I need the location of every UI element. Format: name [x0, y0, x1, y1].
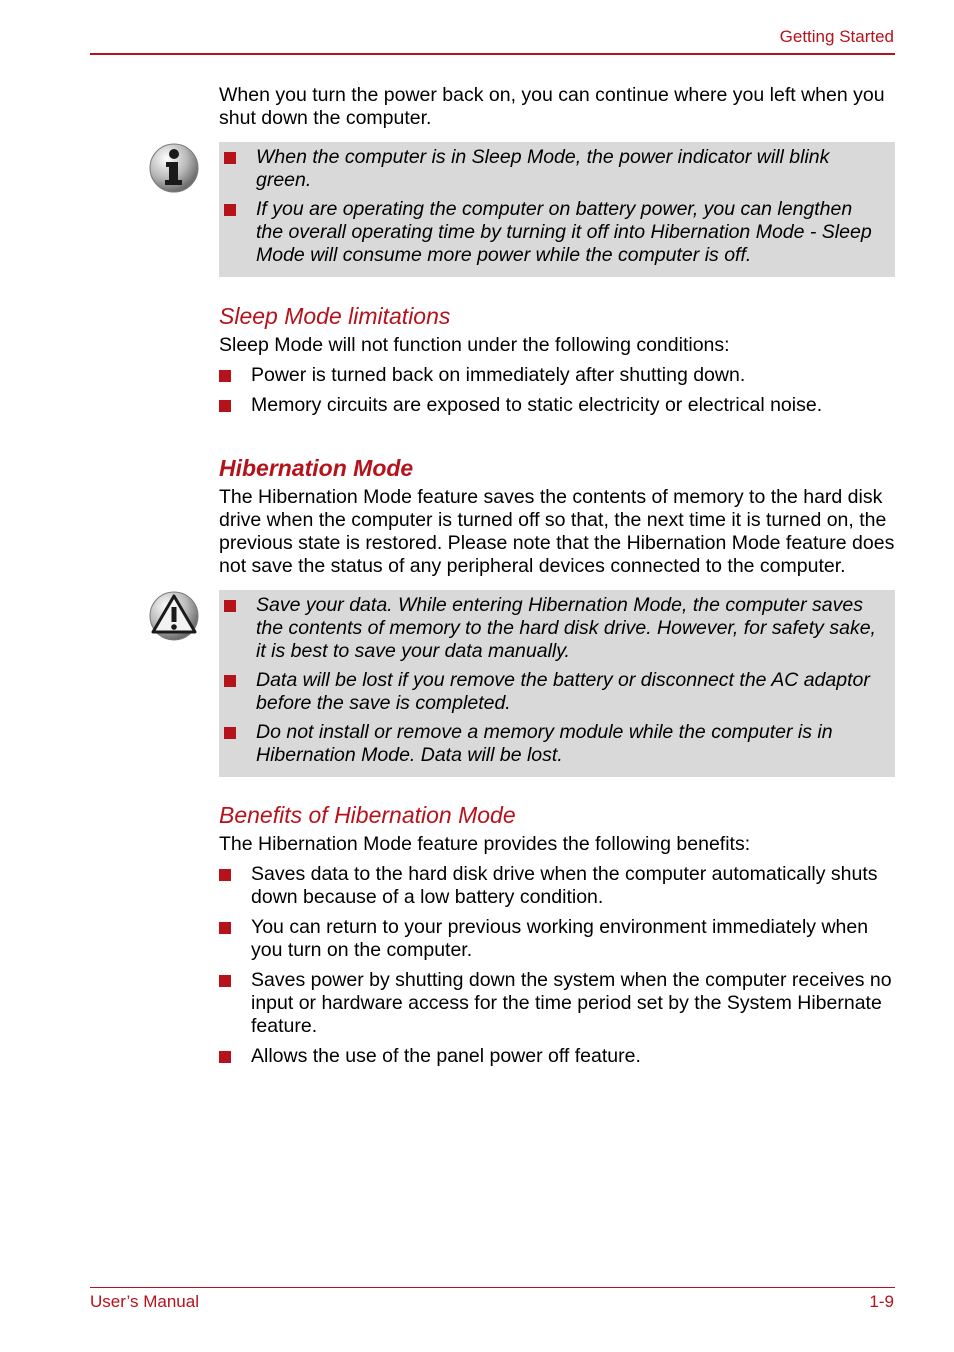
bullet-square-icon: [224, 204, 236, 216]
footer-rule: [90, 1287, 895, 1288]
section-heading-sleep-limitations: Sleep Mode limitations: [219, 303, 451, 329]
info-note: [219, 142, 895, 277]
bullet-square-icon: [219, 922, 231, 934]
bullet-square-icon: [219, 370, 231, 382]
page-number: 1-9: [869, 1292, 894, 1311]
section-heading-benefits: Benefits of Hibernation Mode: [219, 802, 516, 828]
bullet-square-icon: [219, 869, 231, 881]
page-content: [219, 84, 895, 1068]
sleep-limitations-lead: Sleep Mode will not function under the following conditions:: [219, 334, 730, 356]
list-item: Memory circuits are exposed to static electricity or electrical noise.: [251, 394, 895, 417]
footer-manual-title: User’s Manual: [90, 1292, 199, 1311]
list-item: Allows the use of the panel power off feature.: [251, 1045, 895, 1068]
section-heading-hibernation: Hibernation Mode: [219, 455, 414, 481]
bullet-square-icon: [224, 675, 236, 687]
intro-paragraph: When you turn the power back on, you can continue where you left when you shut down the computer.: [219, 84, 885, 129]
bullet-square-icon: [224, 600, 236, 612]
info-icon: [149, 142, 199, 194]
warning-note-item: Data will be lost if you remove the battery or disconnect the AC adaptor before the save is completed.: [256, 669, 883, 715]
info-note-item: When the computer is in Sleep Mode, the power indicator will blink green.: [256, 146, 883, 192]
bullet-square-icon: [224, 152, 236, 164]
warning-note-item: Save your data. While entering Hibernation Mode, the computer saves the contents of memory to the hard disk drive. However, for safety sake, it is best to save your data manually.: [256, 594, 883, 663]
warning-icon: [149, 590, 199, 642]
sleep-limitations-list: [219, 364, 895, 417]
bullet-square-icon: [219, 1051, 231, 1063]
list-item: Saves data to the hard disk drive when the computer automatically shuts down because of a low battery condition.: [251, 863, 895, 909]
benefits-lead: The Hibernation Mode feature provides the following benefits:: [219, 833, 751, 855]
bullet-square-icon: [219, 400, 231, 412]
warning-note-item: Do not install or remove a memory module while the computer is in Hibernation Mode. Data will be lost.: [256, 721, 883, 767]
list-item: Saves power by shutting down the system when the computer receives no input or hardware access for the time period set by the System Hibernate feature.: [251, 969, 895, 1038]
running-header: Getting Started: [779, 27, 894, 46]
warning-note: [219, 590, 895, 777]
bullet-square-icon: [219, 975, 231, 987]
list-item: You can return to your previous working environment immediately when you turn on the computer.: [251, 916, 895, 962]
bullet-square-icon: [224, 727, 236, 739]
info-note-item: If you are operating the computer on battery power, you can lengthen the overall operating time by turning it off into Hibernation Mode - Sleep Mode will consume more power while the computer is off.: [256, 198, 883, 267]
hibernation-body: The Hibernation Mode feature saves the contents of memory to the hard disk drive when the computer is turned off so that, the next time it is turned on, the previous state is restored. Please note that the Hibernation Mode feature does not save the status of any peripheral devices connected to the computer.: [219, 486, 895, 577]
benefits-list: [219, 863, 895, 1068]
list-item: Power is turned back on immediately after shutting down.: [251, 364, 895, 387]
header-rule: [90, 53, 895, 55]
